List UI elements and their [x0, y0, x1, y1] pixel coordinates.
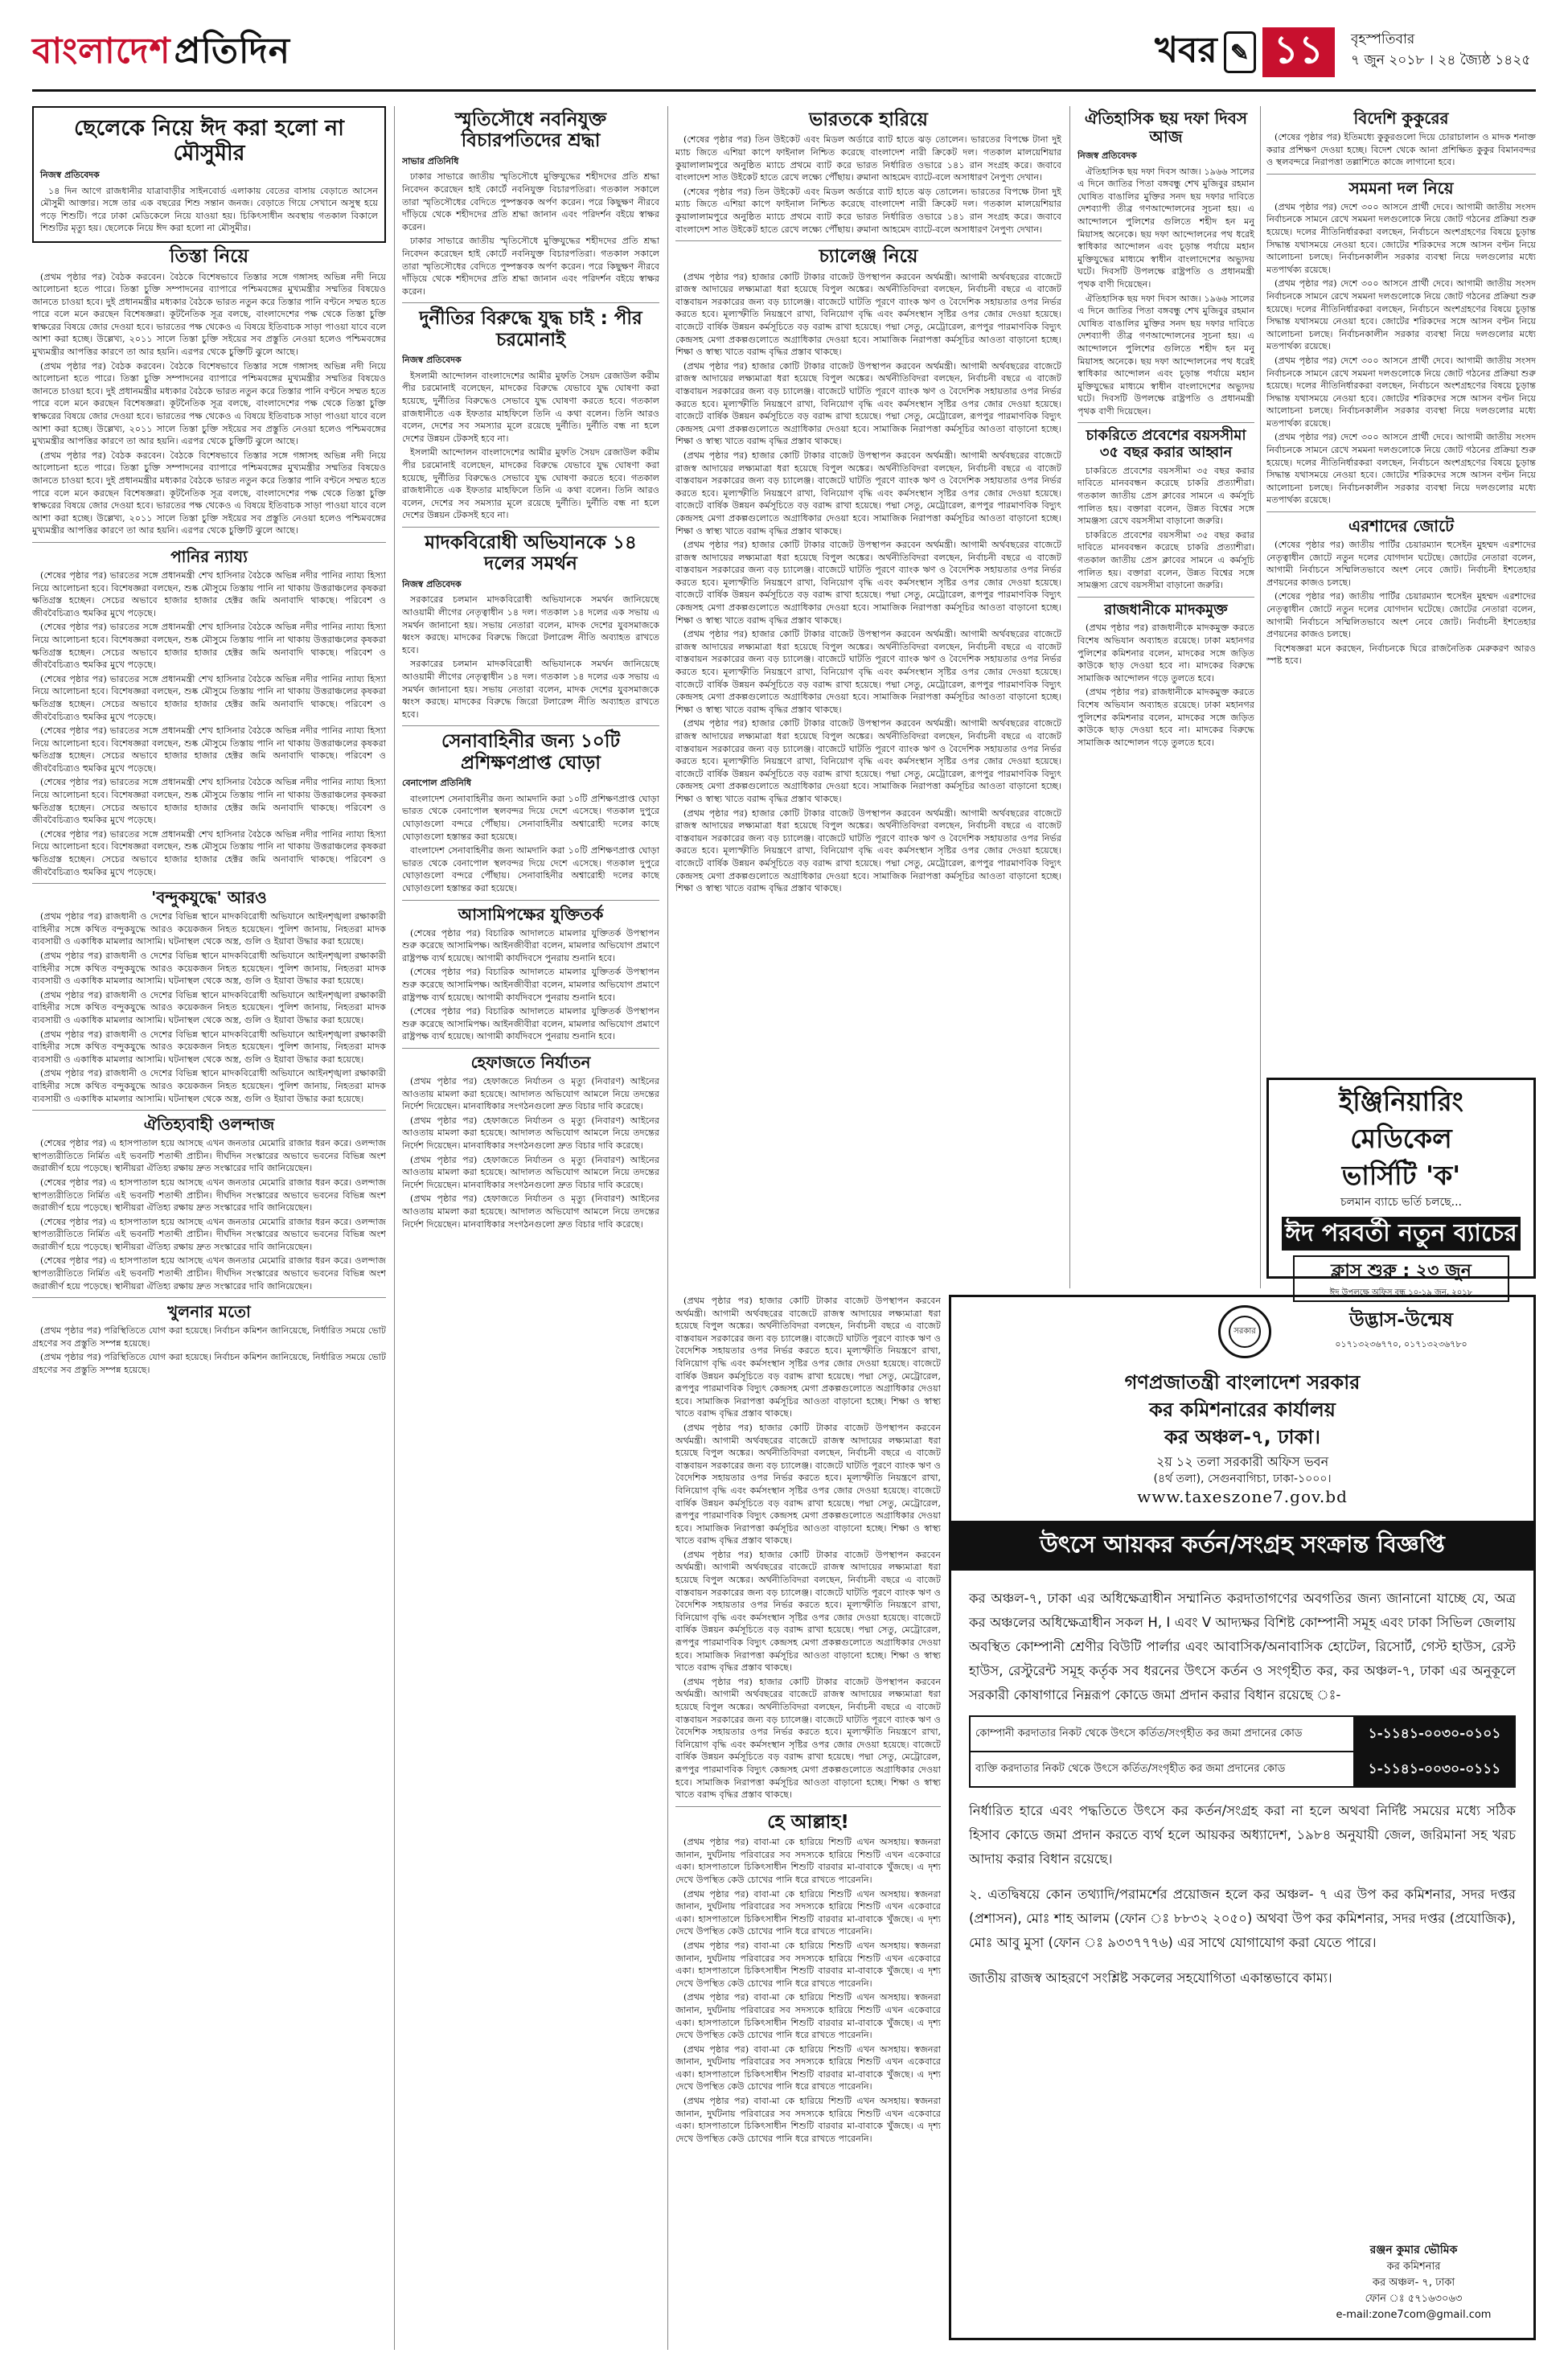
page-number: ১১	[1262, 27, 1335, 77]
headline[interactable]: চাকরিতে প্রবেশের বয়সসীমা ৩৫ বছর করার আহ্বান	[1086, 427, 1246, 462]
byline: নিজস্ব প্রতিবেদক	[40, 170, 100, 181]
headline[interactable]: ভারতকে হারিয়ে	[809, 109, 928, 130]
column-rule	[1260, 106, 1261, 1288]
article-text: ঐতিহাসিক ছয় দফা দিবস আজ। ১৯৬৬ সালের এ দিনে জাতির পিতা বঙ্গবন্ধু শেখ মুজিবুর রহমান ঘোষিত বাঙালির মুক্তির সনদ ছয় দফার দাবিতে দেশব্যাপী তীব্র গণআন্দোলনের সূচনা হয়। এ আন্দোলনে পুলিশের গুলিতে শহীদ হন মনু মিয়াসহ অনেকে। ছয় দফা আন্দোলনের পথ ধরেই স্বাধিকার আন্দোলন এবং চূড়ান্ত পর্যায়ে মহান মুক্তিযুদ্ধের মাধ্যমে স্বাধীন বাংলাদেশের অভ্যুদয় ঘটে। দিবসটি উপলক্ষে রাষ্ট্রপতি ও প্রধানমন্ত্রী পৃথক বাণী দিয়েছেন।	[1077, 293, 1254, 417]
column-rule	[1069, 106, 1070, 1288]
ad-phone: ০১৭১৩২৩৬৭৭০, ০১৭১৩২৩৬৭৮০	[1335, 1339, 1467, 1350]
column-4	[1077, 106, 1254, 1288]
article-text: (প্রথম পৃষ্ঠার পর) দেশে ৩০০ আসনে প্রার্থী দেবে। আগামী জাতীয় সংসদ নির্বাচনকে সামনে রেখে সমমনা দলগুলোকে নিয়ে জোট গঠনের প্রক্রিয়া শুরু হয়েছে। দলের নীতিনির্ধারকরা বলছেন, নির্বাচনে অংশগ্রহণের বিষয়ে চূড়ান্ত সিদ্ধান্ত যথাসময়ে নেওয়া হবে। জোটের শরিকদের সঙ্গে আসন বণ্টন নিয়ে আলোচনা চলছে। নির্বাচনকালীন সরকার ব্যবস্থা নিয়ে দলগুলোর মধ্যে মতপার্থক্য রয়েছে।	[1266, 278, 1536, 352]
article-text: (প্রথম পৃষ্ঠার পর) বাবা-মা কে হারিয়ে শিশুটি এখন অসহায়। স্বজনরা জানান, দুর্ঘটনায় পরিবারের সব সদস্যকে হারিয়ে শিশুটি এখন একেবারে একা। হাসপাতালে চিকিৎসাধীন শিশুটি বারবার মা-বাবাকে খুঁজছে। এ দৃশ্য দেখে উপস্থিত কেউ চোখের পানি ধরে রাখতে পারেননি।	[675, 1837, 941, 1885]
article-text: (প্রথম পৃষ্ঠার পর) বাবা-মা কে হারিয়ে শিশুটি এখন অসহায়। স্বজনরা জানান, দুর্ঘটনায় পরিবারের সব সদস্যকে হারিয়ে শিশুটি এখন একেবারে একা। হাসপাতালে চিকিৎসাধীন শিশুটি বারবার মা-বাবাকে খুঁজছে। এ দৃশ্য দেখে উপস্থিত কেউ চোখের পানি ধরে রাখতে পারেননি।	[675, 1992, 941, 2041]
article-text: (প্রথম পৃষ্ঠার পর) হাজার কোটি টাকার বাজেট উপস্থাপন করবেন অর্থমন্ত্রী। আগামী অর্থবছরের বাজেটে রাজস্ব আদায়ের লক্ষ্যমাত্রা ধরা হয়েছে বিপুল অঙ্কের। অর্থনীতিবিদরা বলছেন, নির্বাচনী বছরে এ বাজেট বাস্তবায়ন সরকারের জন্য বড় চ্যালেঞ্জ। বাজেটে ঘাটতি পূরণে ব্যাংক ঋণ ও বৈদেশিক সহায়তার ওপর নির্ভর করতে হবে। মূল্যস্ফীতি নিয়ন্ত্রণে রাখা, বিনিয়োগ বৃদ্ধি এবং কর্মসংস্থান সৃষ্টির ওপর জোর দেওয়া হয়েছে। বাজেটে বার্ষিক উন্নয়ন কর্মসূচিতে বড় বরাদ্দ রাখা হয়েছে। পদ্মা সেতু, মেট্রোরেল, রূপপুর পারমাণবিক বিদ্যুৎ কেন্দ্রসহ মেগা প্রকল্পগুলোতে অগ্রাধিকার দেওয়া হবে। সামাজিক নিরাপত্তা কর্মসূচির আওতা বাড়ানো হচ্ছে। শিক্ষা ও স্বাস্থ্য খাতে বরাদ্দ বৃদ্ধির প্রস্তাব থাকছে।	[675, 540, 1061, 626]
byline: নিজস্ব প্রতিবেদক	[1077, 150, 1137, 161]
column-1	[32, 106, 386, 2350]
headline[interactable]: তিস্তা নিয়ে	[169, 246, 249, 268]
signatory-email[interactable]: e-mail:zone7com@gmail.com	[1336, 2309, 1492, 2321]
article-text: (শেষের পৃষ্ঠার পর) বিচারিক আদালতে মামলার যুক্তিতর্ক উপস্থাপন শুরু করেছে আসামিপক্ষ। আইনজীবীরা বলেন, মামলার অভিযোগ প্রমাণে রাষ্ট্রপক্ষ ব্যর্থ হয়েছে। আগামী কার্যদিবসে পুনরায় শুনানি হবে।	[402, 1006, 659, 1042]
ad-brand: উদ্ভাস-উন্মেষ	[1349, 1308, 1453, 1332]
article-text: (প্রথম পৃষ্ঠার পর) রাজধানী ও দেশের বিভিন্ন স্থানে মাদকবিরোধী অভিযানে আইনশৃঙ্খলা রক্ষাকারী বাহিনীর সঙ্গে কথিত বন্দুকযুদ্ধে আরও কয়েকজন নিহত হয়েছেন। পুলিশ জানায়, নিহতরা মাদক ব্যবসায়ী ও একাধিক মামলার আসামি। ঘটনাস্থল থেকে অস্ত্র, গুলি ও ইয়াবা উদ্ধার করা হয়েছে।	[32, 1068, 386, 1104]
article-text: (শেষের পৃষ্ঠার পর) ভারতের সঙ্গে প্রধানমন্ত্রী শেখ হাসিনার বৈঠকে অভিন্ন নদীর পানির ন্যায্য হিস্যা নিয়ে আলোচনা হবে। বিশেষজ্ঞরা বলছেন, শুষ্ক মৌসুমে তিস্তায় পানি না থাকায় উত্তরাঞ্চলের কৃষকরা ক্ষতিগ্রস্ত হচ্ছেন। সেচের অভাবে হাজার হাজার হেক্টর জমি অনাবাদি থাকছে। পরিবেশ ও জীববৈচিত্র্যও হুমকির মুখে পড়েছে।	[32, 777, 386, 826]
article-text: চাকরিতে প্রবেশের বয়সসীমা ৩৫ বছর করার দাবিতে মানববন্ধন করেছে চাকরি প্রত্যাশীরা। গতকাল জাতীয় প্রেস ক্লাবের সামনে এ কর্মসূচি পালিত হয়। বক্তারা বলেন, উন্নত বিশ্বের সঙ্গে সামঞ্জস্য রেখে বয়সসীমা বাড়ানো জরুরি।	[1077, 529, 1254, 591]
newspaper-logo[interactable]	[32, 24, 290, 83]
article-text: (প্রথম পৃষ্ঠার পর) বাবা-মা কে হারিয়ে শিশুটি এখন অসহায়। স্বজনরা জানান, দুর্ঘটনায় পরিবারের সব সদস্যকে হারিয়ে শিশুটি এখন একেবারে একা। হাসপাতালে চিকিৎসাধীন শিশুটি বারবার মা-বাবাকে খুঁজছে। এ দৃশ্য দেখে উপস্থিত কেউ চোখের পানি ধরে রাখতে পারেননি।	[675, 1940, 941, 1989]
article-text: ইসলামী আন্দোলন বাংলাদেশের আমীর মুফতি সৈয়দ রেজাউল করীম পীর চরমোনাই বলেছেন, মাদকের বিরুদ্ধে যেভাবে যুদ্ধ ঘোষণা করা হয়েছে, দুর্নীতির বিরুদ্ধেও সেভাবে যুদ্ধ ঘোষণা করতে হবে। গতকাল রাজধানীতে এক ইফতার মাহফিলে তিনি এ কথা বলেন। তিনি আরও বলেন, দেশের সব সমস্যার মূলে রয়েছে দুর্নীতি। দুর্নীতি বন্ধ না হলে দেশের উন্নয়ন টেকসই হবে না।	[402, 370, 659, 444]
signatory-title: কর কমিশনার	[1386, 2261, 1441, 2273]
tax-notice-advertisement[interactable]	[949, 1295, 1536, 2340]
article-text: (প্রথম পৃষ্ঠার পর) বাবা-মা কে হারিয়ে শিশুটি এখন অসহায়। স্বজনরা জানান, দুর্ঘটনায় পরিবারের সব সদস্যকে হারিয়ে শিশুটি এখন একেবারে একা। হাসপাতালে চিকিৎসাধীন শিশুটি বারবার মা-বাবাকে খুঁজছে। এ দৃশ্য দেখে উপস্থিত কেউ চোখের পানি ধরে রাখতে পারেননি।	[675, 2096, 941, 2144]
divider	[675, 240, 1061, 241]
divider	[402, 527, 659, 528]
table-row	[970, 1752, 1515, 1787]
headline[interactable]: মাদকবিরোধী অভিযানকে ১৪ দলের সমর্থন	[425, 532, 637, 575]
article-text: (শেষের পৃষ্ঠার পর) ভারতের সঙ্গে প্রধানমন্ত্রী শেখ হাসিনার বৈঠকে অভিন্ন নদীর পানির ন্যায্য হিস্যা নিয়ে আলোচনা হবে। বিশেষজ্ঞরা বলছেন, শুষ্ক মৌসুমে তিস্তায় পানি না থাকায় উত্তরাঞ্চলের কৃষকরা ক্ষতিগ্রস্ত হচ্ছেন। সেচের অভাবে হাজার হাজার হেক্টর জমি অনাবাদি থাকছে। পরিবেশ ও জীববৈচিত্র্যও হুমকির মুখে পড়েছে।	[32, 725, 386, 774]
article-text: (প্রথম পৃষ্ঠার পর) রাজধানী ও দেশের বিভিন্ন স্থানে মাদকবিরোধী অভিযানে আইনশৃঙ্খলা রক্ষাকারী বাহিনীর সঙ্গে কথিত বন্দুকযুদ্ধে আরও কয়েকজন নিহত হয়েছেন। পুলিশ জানায়, নিহতরা মাদক ব্যবসায়ী ও একাধিক মামলার আসামি। ঘটনাস্থল থেকে অস্ত্র, গুলি ও ইয়াবা উদ্ধার করা হয়েছে।	[32, 951, 386, 987]
article-text: ১৪ দিন আগে রাজধানীর যাত্রাবাড়ীর সাইনবোর্ড এলাকায় বেতের বাসায় বেড়াতে আসেন মৌসুমী আক্তার। সঙ্গে তার এক বছরের শিশু সন্তান জনজ। বেড়াতে গিয়ে সেখানে অসুস্থ হয়ে পড়ে শিশুটি। পরে ঢাকা মেডিকেলে নিয়ে যাওয়া হয়। চিকিৎসাধীন অবস্থায় গতকাল বিকালে শিশুটির মৃত্যু হয়। ছেলেকে নিয়ে ঈদ করা হলো না মৌসুমীর।	[40, 185, 378, 234]
article-text: (প্রথম পৃষ্ঠার পর) হেফাজতে নির্যাতন ও মৃত্যু (নিবারণ) আইনের আওতায় মামলা করা হয়েছে। আদালত অভিযোগ আমলে নিয়ে তদন্তের নির্দেশ দিয়েছেন। মানবাধিকার সংগঠনগুলো দ্রুত বিচার দাবি করেছে।	[402, 1193, 659, 1230]
headline[interactable]: স্মৃতিসৌধে নবনিযুক্ত বিচারপতিদের শ্রদ্ধা	[454, 109, 607, 152]
section-header	[1155, 27, 1335, 77]
article-text: বাংলাদেশ সেনাবাহিনীর জন্য আমদানি করা ১০টি প্রশিক্ষণপ্রাপ্ত ঘোড়া ভারত থেকে বেনাপোল স্থলবন্দর দিয়ে দেশে এসেছে। গতকাল দুপুরে ঘোড়াগুলো বন্দরে পৌঁছায়। সেনাবাহিনীর অশ্বারোহী দলের কাছে ঘোড়াগুলো হস্তান্তর করা হয়েছে।	[402, 793, 659, 842]
article-text: (শেষের পৃষ্ঠার পর) ভারতের সঙ্গে প্রধানমন্ত্রী শেখ হাসিনার বৈঠকে অভিন্ন নদীর পানির ন্যায্য হিস্যা নিয়ে আলোচনা হবে। বিশেষজ্ঞরা বলছেন, শুষ্ক মৌসুমে তিস্তায় পানি না থাকায় উত্তরাঞ্চলের কৃষকরা ক্ষতিগ্রস্ত হচ্ছেন। সেচের অভাবে হাজার হাজার হেক্টর জমি অনাবাদি থাকছে। পরিবেশ ও জীববৈচিত্র্যও হুমকির মুখে পড়েছে।	[32, 569, 386, 618]
divider	[402, 302, 659, 303]
article-text: (প্রথম পৃষ্ঠার পর) হেফাজতে নির্যাতন ও মৃত্যু (নিবারণ) আইনের আওতায় মামলা করা হয়েছে। আদালত অভিযোগ আমলে নিয়ে তদন্তের নির্দেশ দিয়েছেন। মানবাধিকার সংগঠনগুলো দ্রুত বিচার দাবি করেছে।	[402, 1115, 659, 1151]
headline[interactable]: খুলনার মতো	[167, 1302, 251, 1322]
article-text: (প্রথম পৃষ্ঠার পর) রাজধানী ও দেশের বিভিন্ন স্থানে মাদকবিরোধী অভিযানে আইনশৃঙ্খলা রক্ষাকারী বাহিনীর সঙ্গে কথিত বন্দুকযুদ্ধে আরও কয়েকজন নিহত হয়েছেন। পুলিশ জানায়, নিহতরা মাদক ব্যবসায়ী ও একাধিক মামলার আসামি। ঘটনাস্থল থেকে অস্ত্র, গুলি ও ইয়াবা উদ্ধার করা হয়েছে।	[32, 989, 386, 1025]
byline: বেনাপোল প্রতিনিধি	[402, 778, 472, 789]
divider	[32, 1110, 386, 1111]
headline[interactable]: সেনাবাহিনীর জন্য ১০টি প্রশিক্ষণপ্রাপ্ত ঘোড়া	[441, 731, 620, 774]
headline[interactable]: ঐতিহ্যবাহী ওলন্দাজ	[143, 1115, 275, 1135]
signatory-phone: ফোন ঃ ৫৭১৬৩০৬৩	[1365, 2293, 1463, 2305]
article-text: (প্রথম পৃষ্ঠার পর) হাজার কোটি টাকার বাজেট উপস্থাপন করবেন অর্থমন্ত্রী। আগামী অর্থবছরের বাজেটে রাজস্ব আদায়ের লক্ষ্যমাত্রা ধরা হয়েছে বিপুল অঙ্কের। অর্থনীতিবিদরা বলছেন, নির্বাচনী বছরে এ বাজেট বাস্তবায়ন সরকারের জন্য বড় চ্যালেঞ্জ। বাজেটে ঘাটতি পূরণে ব্যাংক ঋণ ও বৈদেশিক সহায়তার ওপর নির্ভর করতে হবে। মূল্যস্ফীতি নিয়ন্ত্রণে রাখা, বিনিয়োগ বৃদ্ধি এবং কর্মসংস্থান সৃষ্টির ওপর জোর দেওয়া হয়েছে। বাজেটে বার্ষিক উন্নয়ন কর্মসূচিতে বড় বরাদ্দ রাখা হয়েছে। পদ্মা সেতু, মেট্রোরেল, রূপপুর পারমাণবিক বিদ্যুৎ কেন্দ্রসহ মেগা প্রকল্পগুলোতে অগ্রাধিকার দেওয়া হবে। সামাজিক নিরাপত্তা কর্মসূচির আওতা বাড়ানো হচ্ছে। শিক্ষা ও স্বাস্থ্য খাতে বরাদ্দ বৃদ্ধির প্রস্তাব থাকছে।	[675, 1296, 941, 1419]
tax-notice-banner: উৎসে আয়কর কর্তন/সংগ্রহ সংক্রান্ত বিজ্ঞপ্তি	[951, 1521, 1533, 1571]
article-text: ঢাকার সাভারে জাতীয় স্মৃতিসৌধে মুক্তিযুদ্ধের শহীদদের প্রতি শ্রদ্ধা নিবেদন করেছেন হাই কোর্টে নবনিযুক্ত বিচারপতিরা। গতকাল সকালে তারা স্মৃতিসৌধের বেদিতে পুষ্পস্তবক অর্পণ করেন। পরে কিছুক্ষণ নীরবে দাঁড়িয়ে থেকে শহীদদের প্রতি শ্রদ্ধা জানান এবং পরিদর্শন বইয়ে স্বাক্ষর করেন।	[402, 236, 659, 297]
tax-website-link[interactable]: www.taxeszone7.gov.bd	[1137, 1487, 1348, 1506]
headline[interactable]: হে আল্লাহ!	[767, 1811, 849, 1833]
article-text: (শেষের পৃষ্ঠার পর) ভারতের সঙ্গে প্রধানমন্ত্রী শেখ হাসিনার বৈঠকে অভিন্ন নদীর পানির ন্যায্য হিস্যা নিয়ে আলোচনা হবে। বিশেষজ্ঞরা বলছেন, শুষ্ক মৌসুমে তিস্তায় পানি না থাকায় উত্তরাঞ্চলের কৃষকরা ক্ষতিগ্রস্ত হচ্ছেন। সেচের অভাবে হাজার হাজার হেক্টর জমি অনাবাদি থাকছে। পরিবেশ ও জীববৈচিত্র্যও হুমকির মুখে পড়েছে।	[32, 828, 386, 877]
brand-part-1: বাংলাদেশ	[32, 31, 171, 72]
article-text: (প্রথম পৃষ্ঠার পর) পরিস্থিতিতে যোগ করা হয়েছে। নির্বাচন কমিশন জানিয়েছে, নির্ধারিত সময়ে ভোট গ্রহণের সব প্রস্তুতি সম্পন্ন হয়েছে।	[32, 1325, 386, 1349]
article-text: (শেষের পৃষ্ঠার পর) ইতিমধ্যে কুকুরগুলো দিয়ে চোরাচালান ও মাদক শনাক্ত করার প্রশিক্ষণ দেওয়া হচ্ছে। বিদেশ থেকে আনা প্রশিক্ষিত কুকুর বিমানবন্দর ও স্থলবন্দরে নিরাপত্তা তল্লাশিতে কাজে লাগানো হবে।	[1266, 132, 1536, 168]
headline[interactable]: চ্যালেঞ্জ নিয়ে	[819, 246, 918, 268]
article-text: ইসলামী আন্দোলন বাংলাদেশের আমীর মুফতি সৈয়দ রেজাউল করীম পীর চরমোনাই বলেছেন, মাদকের বিরুদ্ধে যেভাবে যুদ্ধ ঘোষণা করা হয়েছে, দুর্নীতির বিরুদ্ধেও সেভাবে যুদ্ধ ঘোষণা করতে হবে। গতকাল রাজধানীতে এক ইফতার মাহফিলে তিনি এ কথা বলেন। তিনি আরও বলেন, দেশের সব সমস্যার মূলে রয়েছে দুর্নীতি। দুর্নীতি বন্ধ না হলে দেশের উন্নয়ন টেকসই হবে না।	[402, 447, 659, 521]
article-box	[32, 106, 386, 243]
column-5	[1266, 106, 1536, 1071]
article-text: সরকারের চলমান মাদকবিরোধী অভিযানকে সমর্থন জানিয়েছে আওয়ামী লীগের নেতৃত্বাধীন ১৪ দল। গতকাল ১৪ দলের এক সভায় এ সমর্থন জানানো হয়। সভায় নেতারা বলেন, মাদক দেশের যুবসমাজকে ধ্বংস করছে। মাদকের বিরুদ্ধে জিরো টলারেন্স নীতি অব্যাহত রাখতে হবে।	[402, 594, 659, 655]
ad-class-start-text: ক্লাস শুরু : ২৩ জুন	[1331, 1261, 1472, 1282]
divider	[402, 900, 659, 901]
tax-notice-body	[969, 1587, 1516, 1990]
column-2	[402, 106, 659, 2350]
divider	[402, 1048, 659, 1049]
day-label: বৃহস্পতিবার	[1351, 31, 1415, 47]
code-value: ১-১১৪১-০০৩০-০১০১	[1354, 1716, 1515, 1752]
article-text: (প্রথম পৃষ্ঠার পর) দেশে ৩০০ আসনে প্রার্থী দেবে। আগামী জাতীয় সংসদ নির্বাচনকে সামনে রেখে সমমনা দলগুলোকে নিয়ে জোট গঠনের প্রক্রিয়া শুরু হয়েছে। দলের নীতিনির্ধারকরা বলছেন, নির্বাচনে অংশগ্রহণের বিষয়ে চূড়ান্ত সিদ্ধান্ত যথাসময়ে নেওয়া হবে। জোটের শরিকদের সঙ্গে আসন বণ্টন নিয়ে আলোচনা চলছে। নির্বাচনকালীন সরকার ব্যবস্থা নিয়ে দলগুলোর মধ্যে মতপার্থক্য রয়েছে।	[1266, 355, 1536, 429]
article-text: (প্রথম পৃষ্ঠার পর) রাজধানী ও দেশের বিভিন্ন স্থানে মাদকবিরোধী অভিযানে আইনশৃঙ্খলা রক্ষাকারী বাহিনীর সঙ্গে কথিত বন্দুকযুদ্ধে আরও কয়েকজন নিহত হয়েছেন। পুলিশ জানায়, নিহতরা মাদক ব্যবসায়ী ও একাধিক মামলার আসামি। ঘটনাস্থল থেকে অস্ত্র, গুলি ও ইয়াবা উদ্ধার করা হয়েছে।	[32, 1029, 386, 1065]
article-text: (প্রথম পৃষ্ঠার পর) হেফাজতে নির্যাতন ও মৃত্যু (নিবারণ) আইনের আওতায় মামলা করা হয়েছে। আদালত অভিযোগ আমলে নিয়ে তদন্তের নির্দেশ দিয়েছেন। মানবাধিকার সংগঠনগুলো দ্রুত বিচার দাবি করেছে।	[402, 1154, 659, 1190]
tax-gov-title: গণপ্রজাতন্ত্রী বাংলাদেশ সরকার	[1124, 1371, 1361, 1394]
article-text: (প্রথম পৃষ্ঠার পর) হাজার কোটি টাকার বাজেট উপস্থাপন করবেন অর্থমন্ত্রী। আগামী অর্থবছরের বাজেটে রাজস্ব আদায়ের লক্ষ্যমাত্রা ধরা হয়েছে বিপুল অঙ্কের। অর্থনীতিবিদরা বলছেন, নির্বাচনী বছরে এ বাজেট বাস্তবায়ন সরকারের জন্য বড় চ্যালেঞ্জ। বাজেটে ঘাটতি পূরণে ব্যাংক ঋণ ও বৈদেশিক সহায়তার ওপর নির্ভর করতে হবে। মূল্যস্ফীতি নিয়ন্ত্রণে রাখা, বিনিয়োগ বৃদ্ধি এবং কর্মসংস্থান সৃষ্টির ওপর জোর দেওয়া হয়েছে। বাজেটে বার্ষিক উন্নয়ন কর্মসূচিতে বড় বরাদ্দ রাখা হয়েছে। পদ্মা সেতু, মেট্রোরেল, রূপপুর পারমাণবিক বিদ্যুৎ কেন্দ্রসহ মেগা প্রকল্পগুলোতে অগ্রাধিকার দেওয়া হবে। সামাজিক নিরাপত্তা কর্মসূচির আওতা বাড়ানো হচ্ছে। শিক্ষা ও স্বাস্থ্য খাতে বরাদ্দ বৃদ্ধির প্রস্তাব থাকছে।	[675, 1422, 941, 1546]
seal-text: সরকার	[1233, 1326, 1256, 1336]
article-text: (প্রথম পৃষ্ঠার পর) হাজার কোটি টাকার বাজেট উপস্থাপন করবেন অর্থমন্ত্রী। আগামী অর্থবছরের বাজেটে রাজস্ব আদায়ের লক্ষ্যমাত্রা ধরা হয়েছে বিপুল অঙ্কের। অর্থনীতিবিদরা বলছেন, নির্বাচনী বছরে এ বাজেট বাস্তবায়ন সরকারের জন্য বড় চ্যালেঞ্জ। বাজেটে ঘাটতি পূরণে ব্যাংক ঋণ ও বৈদেশিক সহায়তার ওপর নির্ভর করতে হবে। মূল্যস্ফীতি নিয়ন্ত্রণে রাখা, বিনিয়োগ বৃদ্ধি এবং কর্মসংস্থান সৃষ্টির ওপর জোর দেওয়া হয়েছে। বাজেটে বার্ষিক উন্নয়ন কর্মসূচিতে বড় বরাদ্দ রাখা হয়েছে। পদ্মা সেতু, মেট্রোরেল, রূপপুর পারমাণবিক বিদ্যুৎ কেন্দ্রসহ মেগা প্রকল্পগুলোতে অগ্রাধিকার দেওয়া হবে। সামাজিক নিরাপত্তা কর্মসূচির আওতা বাড়ানো হচ্ছে। শিক্ষা ও স্বাস্থ্য খাতে বরাদ্দ বৃদ্ধির প্রস্তাব থাকছে।	[675, 629, 1061, 715]
article-text: (শেষের পৃষ্ঠার পর) বিচারিক আদালতে মামলার যুক্তিতর্ক উপস্থাপন শুরু করেছে আসামিপক্ষ। আইনজীবীরা বলেন, মামলার অভিযোগ প্রমাণে রাষ্ট্রপক্ষ ব্যর্থ হয়েছে। আগামী কার্যদিবসে পুনরায় শুনানি হবে।	[402, 967, 659, 1003]
signatory-name: রঞ্জন কুমার ভৌমিক	[1369, 2244, 1458, 2257]
government-seal-icon	[1218, 1305, 1271, 1358]
article-text: (প্রথম পৃষ্ঠার পর) রাজধানী ও দেশের বিভিন্ন স্থানে মাদকবিরোধী অভিযানে আইনশৃঙ্খলা রক্ষাকারী বাহিনীর সঙ্গে কথিত বন্দুকযুদ্ধে আরও কয়েকজন নিহত হয়েছেন। পুলিশ জানায়, নিহতরা মাদক ব্যবসায়ী ও একাধিক মামলার আসামি। ঘটনাস্থল থেকে অস্ত্র, গুলি ও ইয়াবা উদ্ধার করা হয়েছে।	[32, 911, 386, 947]
table-row	[970, 1716, 1515, 1752]
article-text: (শেষের পৃষ্ঠার পর) ভারতের সঙ্গে প্রধানমন্ত্রী শেখ হাসিনার বৈঠকে অভিন্ন নদীর পানির ন্যায্য হিস্যা নিয়ে আলোচনা হবে। বিশেষজ্ঞরা বলছেন, শুষ্ক মৌসুমে তিস্তায় পানি না থাকায় উত্তরাঞ্চলের কৃষকরা ক্ষতিগ্রস্ত হচ্ছেন। সেচের অভাবে হাজার হাজার হেক্টর জমি অনাবাদি থাকছে। পরিবেশ ও জীববৈচিত্র্যও হুমকির মুখে পড়েছে।	[32, 673, 386, 722]
article-text: (শেষের পৃষ্ঠার পর) তিন উইকেট এবং মিডল অর্ডারে ব্যাট হাতে ঝড় তোলেন। ভারতের বিপক্ষে টানা দুই ম্যাচ জিতে এশিয়া কাপে ফাইনাল নিশ্চিত করেছে বাংলাদেশ নারী ক্রিকেট দল। গতকাল মালয়েশিয়ার কুয়ালালামপুরে অনুষ্ঠিত ম্যাচে প্রথমে ব্যাট করে ভারত নির্ধারিত ওভারে ১৪১ রান সংগ্রহ করে। জবাবে বাংলাদেশ সাত উইকেট হাতে রেখে লক্ষ্যে পৌঁছায়। রুমানা আহমেদ ব্যাটে-বলে অসাধারণ নৈপুণ্য দেখান।	[675, 134, 1061, 183]
headline[interactable]: বিদেশি কুকুরের	[1353, 109, 1449, 128]
tax-address-line-1: ২য় ১২ তলা সরকারী অফিস ভবন	[1155, 1454, 1329, 1469]
byline: নিজস্ব প্রতিবেদক	[402, 578, 462, 589]
divider	[32, 1297, 386, 1298]
article-text: (প্রথম পৃষ্ঠার পর) বৈঠক করবেন। বৈঠকে বিশেষভাবে তিস্তার সঙ্গে গঙ্গাসহ অভিন্ন নদী নিয়ে আলোচনা হতে পারে। তিস্তা চুক্তি সম্পাদনের ব্যাপারে পশ্চিমবঙ্গের মুখ্যমন্ত্রীর সম্মতির বিষয়েও জানতে চাওয়া হবে। দুই প্রধানমন্ত্রীর মধ্যকার বৈঠকে ভারত নতুন করে তিস্তার পানি বণ্টনে সম্মত হতে পারে বলে মনে করছেন বিশেষজ্ঞরা। কূটনৈতিক সূত্র বলছে, বাংলাদেশের পক্ষ থেকে তিস্তা চুক্তি স্বাক্ষরের বিষয়ে জোর দেওয়া হবে। ভারতের পক্ষ থেকেও এ বিষয়ে ইতিবাচক সাড়া পাওয়া যাবে বলে আশা করা হচ্ছে। উল্লেখ্য, ২০১১ সালে তিস্তা চুক্তি সইয়ের সব প্রস্তুতি নেওয়া হলেও পশ্চিমবঙ্গের মুখ্যমন্ত্রীর আপত্তির কারণে তা আর হয়নি। এরপর থেকে চুক্তিটি ঝুলে আছে।	[32, 360, 386, 447]
tax-code-table	[969, 1715, 1516, 1788]
article-text: (শেষের পৃষ্ঠার পর) জাতীয় পার্টির চেয়ারম্যান হুসেইন মুহম্মদ এরশাদের নেতৃত্বাধীন জোটে নতুন দলের যোগদান ঘটেছে। জোটের নেতারা বলেন, আগামী নির্বাচনে সম্মিলিতভাবে অংশ নেবে জোট। নির্বাচনী ইশতেহার প্রণয়নের কাজও চলছে।	[1266, 540, 1536, 588]
divider	[675, 1806, 941, 1807]
article-text: বাংলাদেশ সেনাবাহিনীর জন্য আমদানি করা ১০টি প্রশিক্ষণপ্রাপ্ত ঘোড়া ভারত থেকে বেনাপোল স্থলবন্দর দিয়ে দেশে এসেছে। গতকাল দুপুরে ঘোড়াগুলো বন্দরে পৌঁছায়। সেনাবাহিনীর অশ্বারোহী দলের কাছে ঘোড়াগুলো হস্তান্তর করা হয়েছে।	[402, 845, 659, 894]
ad-note: চলমান ব্যাচে ভর্তি চলছে...	[1340, 1195, 1462, 1209]
tax-office-title: কর কমিশনারের কার্যালয়	[1149, 1399, 1336, 1421]
code-label: কোম্পানী করদাতার নিকট থেকে উৎসে কর্তিত/সংগৃহীত কর জমা প্রদানের কোড	[970, 1716, 1354, 1752]
headline[interactable]: রাজধানীকে মাদকমুক্ত	[1104, 601, 1228, 618]
tax-paragraph-1: কর অঞ্চল-৭, ঢাকা এর অধিক্ষেত্রাধীন সম্মানিত করদাতাগণের অবগতির জন্য জানানো যাচ্ছে যে, অত্র কর অঞ্চলের অধিক্ষেত্রাধীন সকল H, I এবং V আদ্যক্ষর বিশিষ্ট কোম্পানী সমূহ এবং ঢাকা সিভিল জেলায় অবস্থিত কোম্পানী শ্রেণীর বিউটি পার্লার এবং আবাসিক/অনাবাসিক হোটেল, রিসোর্ট, গেস্ট হাউস, রেস্ট হাউস, রেস্টুরেন্ট সমূহ কর্তৃক সব ধরনের উৎসে কর্তন ও সংগৃহীত কর, কর অঞ্চল-৭, ঢাকা এর অনুকূলে সরকারী কোষাগারে নিম্নরূপ কোডে জমা প্রদান করার বিধান রয়েছে ঃ-	[969, 1591, 1516, 1702]
divider	[1077, 597, 1254, 598]
ad-banner: ঈদ পরবর্তী নতুন ব্যাচের	[1282, 1217, 1521, 1251]
divider	[32, 542, 386, 543]
article-text: (প্রথম পৃষ্ঠার পর) হাজার কোটি টাকার বাজেট উপস্থাপন করবেন অর্থমন্ত্রী। আগামী অর্থবছরের বাজেটে রাজস্ব আদায়ের লক্ষ্যমাত্রা ধরা হয়েছে বিপুল অঙ্কের। অর্থনীতিবিদরা বলছেন, নির্বাচনী বছরে এ বাজেট বাস্তবায়ন সরকারের জন্য বড় চ্যালেঞ্জ। বাজেটে ঘাটতি পূরণে ব্যাংক ঋণ ও বৈদেশিক সহায়তার ওপর নির্ভর করতে হবে। মূল্যস্ফীতি নিয়ন্ত্রণে রাখা, বিনিয়োগ বৃদ্ধি এবং কর্মসংস্থান সৃষ্টির ওপর জোর দেওয়া হয়েছে। বাজেটে বার্ষিক উন্নয়ন কর্মসূচিতে বড় বরাদ্দ রাখা হয়েছে। পদ্মা সেতু, মেট্রোরেল, রূপপুর পারমাণবিক বিদ্যুৎ কেন্দ্রসহ মেগা প্রকল্পগুলোতে অগ্রাধিকার দেওয়া হবে। সামাজিক নিরাপত্তা কর্মসূচির আওতা বাড়ানো হচ্ছে। শিক্ষা ও স্বাস্থ্য খাতে বরাদ্দ বৃদ্ধির প্রস্তাব থাকছে।	[675, 360, 1061, 447]
article-text: (শেষের পৃষ্ঠার পর) বিচারিক আদালতে মামলার যুক্তিতর্ক উপস্থাপন শুরু করেছে আসামিপক্ষ। আইনজীবীরা বলেন, মামলার অভিযোগ প্রমাণে রাষ্ট্রপক্ষ ব্যর্থ হয়েছে। আগামী কার্যদিবসে পুনরায় শুনানি হবে।	[402, 927, 659, 963]
brand-part-2: প্রতিদিন	[174, 31, 290, 72]
article-text: (প্রথম পৃষ্ঠার পর) হেফাজতে নির্যাতন ও মৃত্যু (নিবারণ) আইনের আওতায় মামলা করা হয়েছে। আদালত অভিযোগ আমলে নিয়ে তদন্তের নির্দেশ দিয়েছেন। মানবাধিকার সংগঠনগুলো দ্রুত বিচার দাবি করেছে।	[402, 1075, 659, 1112]
headline[interactable]: 'বন্দুকযুদ্ধে' আরও	[151, 888, 267, 908]
divider	[402, 725, 659, 726]
column-3-lower	[675, 1295, 941, 2350]
article-text: (প্রথম পৃষ্ঠার পর) হাজার কোটি টাকার বাজেট উপস্থাপন করবেন অর্থমন্ত্রী। আগামী অর্থবছরের বাজেটে রাজস্ব আদায়ের লক্ষ্যমাত্রা ধরা হয়েছে বিপুল অঙ্কের। অর্থনীতিবিদরা বলছেন, নির্বাচনী বছরে এ বাজেট বাস্তবায়ন সরকারের জন্য বড় চ্যালেঞ্জ। বাজেটে ঘাটতি পূরণে ব্যাংক ঋণ ও বৈদেশিক সহায়তার ওপর নির্ভর করতে হবে। মূল্যস্ফীতি নিয়ন্ত্রণে রাখা, বিনিয়োগ বৃদ্ধি এবং কর্মসংস্থান সৃষ্টির ওপর জোর দেওয়া হয়েছে। বাজেটে বার্ষিক উন্নয়ন কর্মসূচিতে বড় বরাদ্দ রাখা হয়েছে। পদ্মা সেতু, মেট্রোরেল, রূপপুর পারমাণবিক বিদ্যুৎ কেন্দ্রসহ মেগা প্রকল্পগুলোতে অগ্রাধিকার দেওয়া হবে। সামাজিক নিরাপত্তা কর্মসূচির আওতা বাড়ানো হচ্ছে। শিক্ষা ও স্বাস্থ্য খাতে বরাদ্দ বৃদ্ধির প্রস্তাব থাকছে।	[675, 807, 1061, 894]
headline[interactable]: সমমনা দল নিয়ে	[1348, 178, 1454, 198]
article-text: (প্রথম পৃষ্ঠার পর) পরিস্থিতিতে যোগ করা হয়েছে। নির্বাচন কমিশন জানিয়েছে, নির্ধারিত সময়ে ভোট গ্রহণের সব প্রস্তুতি সম্পন্ন হয়েছে।	[32, 1352, 386, 1376]
headline[interactable]: আসামিপক্ষের যুক্তিতর্ক	[458, 904, 604, 924]
article-text: সরকারের চলমান মাদকবিরোধী অভিযানকে সমর্থন জানিয়েছে আওয়ামী লীগের নেতৃত্বাধীন ১৪ দল। গতকাল ১৪ দলের এক সভায় এ সমর্থন জানানো হয়। সভায় নেতারা বলেন, মাদক দেশের যুবসমাজকে ধ্বংস করছে। মাদকের বিরুদ্ধে জিরো টলারেন্স নীতি অব্যাহত রাখতে হবে।	[402, 659, 659, 720]
tax-paragraph-2: নির্ধারিত হারে এবং পদ্ধতিতে উৎসে কর কর্তন/সংগ্রহ করা না হলে অথবা নির্দিষ্ট সময়ের মধ্যে সঠিক হিসাব কোডে জমা প্রদান করতে ব্যর্থ হলে আয়কর অধ্যাদেশ, ১৯৮৪ অনুযায়ী জেল, জরিমানা সহ খরচ আদায় করার বিধান রয়েছে।	[969, 1803, 1516, 1867]
article-text: বিশেষজ্ঞরা মনে করছেন, নির্বাচনকে ঘিরে রাজনৈতিক মেরুকরণ আরও স্পষ্ট হবে।	[1266, 643, 1536, 667]
coaching-advertisement[interactable]	[1266, 1078, 1536, 1350]
article-text: (প্রথম পৃষ্ঠার পর) রাজধানীকে মাদকমুক্ত করতে বিশেষ অভিযান অব্যাহত রয়েছে। ঢাকা মহানগর পুলিশের কমিশনার বলেন, মাদকের সঙ্গে জড়িত কাউকে ছাড় দেওয়া হবে না। মাদকের বিরুদ্ধে সামাজিক আন্দোলন গড়ে তুলতে হবে।	[1077, 687, 1254, 748]
article-text: (প্রথম পৃষ্ঠার পর) হাজার কোটি টাকার বাজেট উপস্থাপন করবেন অর্থমন্ত্রী। আগামী অর্থবছরের বাজেটে রাজস্ব আদায়ের লক্ষ্যমাত্রা ধরা হয়েছে বিপুল অঙ্কের। অর্থনীতিবিদরা বলছেন, নির্বাচনী বছরে এ বাজেট বাস্তবায়ন সরকারের জন্য বড় চ্যালেঞ্জ। বাজেটে ঘাটতি পূরণে ব্যাংক ঋণ ও বৈদেশিক সহায়তার ওপর নির্ভর করতে হবে। মূল্যস্ফীতি নিয়ন্ত্রণে রাখা, বিনিয়োগ বৃদ্ধি এবং কর্মসংস্থান সৃষ্টির ওপর জোর দেওয়া হয়েছে। বাজেটে বার্ষিক উন্নয়ন কর্মসূচিতে বড় বরাদ্দ রাখা হয়েছে। পদ্মা সেতু, মেট্রোরেল, রূপপুর পারমাণবিক বিদ্যুৎ কেন্দ্রসহ মেগা প্রকল্পগুলোতে অগ্রাধিকার দেওয়া হবে। সামাজিক নিরাপত্তা কর্মসূচির আওতা বাড়ানো হচ্ছে। শিক্ষা ও স্বাস্থ্য খাতে বরাদ্দ বৃদ্ধির প্রস্তাব থাকছে।	[675, 718, 1061, 804]
article-text: ঐতিহাসিক ছয় দফা দিবস আজ। ১৯৬৬ সালের এ দিনে জাতির পিতা বঙ্গবন্ধু শেখ মুজিবুর রহমান ঘোষিত বাঙালির মুক্তির সনদ ছয় দফার দাবিতে দেশব্যাপী তীব্র গণআন্দোলনের সূচনা হয়। এ আন্দোলনে পুলিশের গুলিতে শহীদ হন মনু মিয়াসহ অনেকে। ছয় দফা আন্দোলনের পথ ধরেই স্বাধিকার আন্দোলন এবং চূড়ান্ত পর্যায়ে মহান মুক্তিযুদ্ধের মাধ্যমে স্বাধীন বাংলাদেশের অভ্যুদয় ঘটে। দিবসটি উপলক্ষে রাষ্ট্রপতি ও প্রধানমন্ত্রী পৃথক বাণী দিয়েছেন।	[1077, 166, 1254, 290]
headline[interactable]: এরশাদের জোটে	[1348, 516, 1455, 536]
signatory-zone: কর অঞ্চল- ৭, ঢাকা	[1372, 2277, 1455, 2289]
divider	[1266, 174, 1536, 175]
column-3	[675, 106, 1061, 1288]
article-text: (শেষের পৃষ্ঠার পর) এ হাসপাতাল হয়ে আসছে এখন জনতার মেমোরি রাজার ধরন করে। ওলন্দাজ স্থাপত্যরীতিতে নির্মিত এই ভবনটি শতাব্দী প্রাচীন। দীর্ঘদিন সংস্কারের অভাবে ভবনের বিভিন্ন অংশ জরাজীর্ণ হয়ে পড়েছে। স্থানীয়রা ঐতিহ্য রক্ষায় দ্রুত সংস্কারের দাবি জানিয়েছেন।	[32, 1255, 386, 1292]
article-text: (শেষের পৃষ্ঠার পর) এ হাসপাতাল হয়ে আসছে এখন জনতার মেমোরি রাজার ধরন করে। ওলন্দাজ স্থাপত্যরীতিতে নির্মিত এই ভবনটি শতাব্দী প্রাচীন। দীর্ঘদিন সংস্কারের অভাবে ভবনের বিভিন্ন অংশ জরাজীর্ণ হয়ে পড়েছে। স্থানীয়রা ঐতিহ্য রক্ষায় দ্রুত সংস্কারের দাবি জানিয়েছেন।	[32, 1216, 386, 1252]
section-icon: ✎	[1224, 31, 1256, 73]
article-text: ঢাকার সাভারে জাতীয় স্মৃতিসৌধে মুক্তিযুদ্ধের শহীদদের প্রতি শ্রদ্ধা নিবেদন করেছেন হাই কোর্টে নবনিযুক্ত বিচারপতিরা। গতকাল সকালে তারা স্মৃতিসৌধের বেদিতে পুষ্পস্তবক অর্পণ করেন। পরে কিছুক্ষণ নীরবে দাঁড়িয়ে থেকে শহীদদের প্রতি শ্রদ্ধা জানান এবং পরিদর্শন বইয়ে স্বাক্ষর করেন।	[402, 171, 659, 232]
article-text: (প্রথম পৃষ্ঠার পর) হাজার কোটি টাকার বাজেট উপস্থাপন করবেন অর্থমন্ত্রী। আগামী অর্থবছরের বাজেটে রাজস্ব আদায়ের লক্ষ্যমাত্রা ধরা হয়েছে বিপুল অঙ্কের। অর্থনীতিবিদরা বলছেন, নির্বাচনী বছরে এ বাজেট বাস্তবায়ন সরকারের জন্য বড় চ্যালেঞ্জ। বাজেটে ঘাটতি পূরণে ব্যাংক ঋণ ও বৈদেশিক সহায়তার ওপর নির্ভর করতে হবে। মূল্যস্ফীতি নিয়ন্ত্রণে রাখা, বিনিয়োগ বৃদ্ধি এবং কর্মসংস্থান সৃষ্টির ওপর জোর দেওয়া হয়েছে। বাজেটে বার্ষিক উন্নয়ন কর্মসূচিতে বড় বরাদ্দ রাখা হয়েছে। পদ্মা সেতু, মেট্রোরেল, রূপপুর পারমাণবিক বিদ্যুৎ কেন্দ্রসহ মেগা প্রকল্পগুলোতে অগ্রাধিকার দেওয়া হবে। সামাজিক নিরাপত্তা কর্মসূচির আওতা বাড়ানো হচ্ছে। শিক্ষা ও স্বাস্থ্য খাতে বরাদ্দ বৃদ্ধির প্রস্তাব থাকছে।	[675, 1676, 941, 1801]
masthead	[32, 18, 1536, 92]
tax-signature-block	[1313, 2242, 1514, 2323]
article-text: (শেষের পৃষ্ঠার পর) এ হাসপাতাল হয়ে আসছে এখন জনতার মেমোরি রাজার ধরন করে। ওলন্দাজ স্থাপত্যরীতিতে নির্মিত এই ভবনটি শতাব্দী প্রাচীন। দীর্ঘদিন সংস্কারের অভাবে ভবনের বিভিন্ন অংশ জরাজীর্ণ হয়ে পড়েছে। স্থানীয়রা ঐতিহ্য রক্ষায় দ্রুত সংস্কারের দাবি জানিয়েছেন।	[32, 1138, 386, 1174]
article-text: (শেষের পৃষ্ঠার পর) এ হাসপাতাল হয়ে আসছে এখন জনতার মেমোরি রাজার ধরন করে। ওলন্দাজ স্থাপত্যরীতিতে নির্মিত এই ভবনটি শতাব্দী প্রাচীন। দীর্ঘদিন সংস্কারের অভাবে ভবনের বিভিন্ন অংশ জরাজীর্ণ হয়ে পড়েছে। স্থানীয়রা ঐতিহ্য রক্ষায় দ্রুত সংস্কারের দাবি জানিয়েছেন।	[32, 1177, 386, 1214]
divider	[1077, 422, 1254, 423]
tax-paragraph-3: ২. এতদ্বিষয়ে কোন তথ্যাদি/পরামর্শের প্রয়োজন হলে কর অঞ্চল- ৭ এর উপ কর কমিশনার, সদর দপ্তর (প্রশাসন), মোঃ শাহ আলম (ফোন ঃ ৮৮৩২ ২০৫০) অথবা উপ কর কমিশনার, সদর দপ্তর (প্রযোজিক), মোঃ আবু মুসা (ফোন ঃ ৯৩৩৭৭৭৬) এর সাথে যোগাযোগ করা যেতে পারে।	[969, 1887, 1516, 1950]
column-rule	[667, 106, 668, 2350]
article-text: (প্রথম পৃষ্ঠার পর) হাজার কোটি টাকার বাজেট উপস্থাপন করবেন অর্থমন্ত্রী। আগামী অর্থবছরের বাজেটে রাজস্ব আদায়ের লক্ষ্যমাত্রা ধরা হয়েছে বিপুল অঙ্কের। অর্থনীতিবিদরা বলছেন, নির্বাচনী বছরে এ বাজেট বাস্তবায়ন সরকারের জন্য বড় চ্যালেঞ্জ। বাজেটে ঘাটতি পূরণে ব্যাংক ঋণ ও বৈদেশিক সহায়তার ওপর নির্ভর করতে হবে। মূল্যস্ফীতি নিয়ন্ত্রণে রাখা, বিনিয়োগ বৃদ্ধি এবং কর্মসংস্থান সৃষ্টির ওপর জোর দেওয়া হয়েছে। বাজেটে বার্ষিক উন্নয়ন কর্মসূচিতে বড় বরাদ্দ রাখা হয়েছে। পদ্মা সেতু, মেট্রোরেল, রূপপুর পারমাণবিক বিদ্যুৎ কেন্দ্রসহ মেগা প্রকল্পগুলোতে অগ্রাধিকার দেওয়া হবে। সামাজিক নিরাপত্তা কর্মসূচির আওতা বাড়ানো হচ্ছে। শিক্ষা ও স্বাস্থ্য খাতে বরাদ্দ বৃদ্ধির প্রস্তাব থাকছে।	[675, 1549, 941, 1674]
dateline	[1351, 29, 1536, 71]
headline[interactable]: হেফাজতে নির্যাতন	[470, 1052, 591, 1072]
article-text: (শেষের পৃষ্ঠার পর) তিন উইকেট এবং মিডল অর্ডারে ব্যাট হাতে ঝড় তোলেন। ভারতের বিপক্ষে টানা দুই ম্যাচ জিতে এশিয়া কাপে ফাইনাল নিশ্চিত করেছে বাংলাদেশ নারী ক্রিকেট দল। গতকাল মালয়েশিয়ার কুয়ালালামপুরে অনুষ্ঠিত ম্যাচে প্রথমে ব্যাট করে ভারত নির্ধারিত ওভারে ১৪১ রান সংগ্রহ করে। জবাবে বাংলাদেশ সাত উইকেট হাতে রেখে লক্ষ্যে পৌঁছায়। রুমানা আহমেদ ব্যাটে-বলে অসাধারণ নৈপুণ্য দেখান।	[675, 186, 1061, 235]
ad-line-engineering: ইঞ্জিনিয়ারিং	[1339, 1086, 1463, 1117]
section-name: খবর	[1155, 29, 1217, 71]
article-text: (প্রথম পৃষ্ঠার পর) রাজধানীকে মাদকমুক্ত করতে বিশেষ অভিযান অব্যাহত রয়েছে। ঢাকা মহানগর পুলিশের কমিশনার বলেন, মাদকের সঙ্গে জড়িত কাউকে ছাড় দেওয়া হবে না। মাদকের বিরুদ্ধে সামাজিক আন্দোলন গড়ে তুলতে হবে।	[1077, 622, 1254, 684]
article-text: (প্রথম পৃষ্ঠার পর) বৈঠক করবেন। বৈঠকে বিশেষভাবে তিস্তার সঙ্গে গঙ্গাসহ অভিন্ন নদী নিয়ে আলোচনা হতে পারে। তিস্তা চুক্তি সম্পাদনের ব্যাপারে পশ্চিমবঙ্গের মুখ্যমন্ত্রীর সম্মতির বিষয়েও জানতে চাওয়া হবে। দুই প্রধানমন্ত্রীর মধ্যকার বৈঠকে ভারত নতুন করে তিস্তার পানি বণ্টনে সম্মত হতে পারে বলে মনে করছেন বিশেষজ্ঞরা। কূটনৈতিক সূত্র বলছে, বাংলাদেশের পক্ষ থেকে তিস্তা চুক্তি স্বাক্ষরের বিষয়ে জোর দেওয়া হবে। ভারতের পক্ষ থেকেও এ বিষয়ে ইতিবাচক সাড়া পাওয়া যাবে বলে আশা করা হচ্ছে। উল্লেখ্য, ২০১১ সালে তিস্তা চুক্তি সইয়ের সব প্রস্তুতি নেওয়া হলেও পশ্চিমবঙ্গের মুখ্যমন্ত্রীর আপত্তির কারণে তা আর হয়নি। এরপর থেকে চুক্তিটি ঝুলে আছে।	[32, 271, 386, 358]
column-rule	[394, 106, 395, 2350]
tax-zone-title: কর অঞ্চল-৭, ঢাকা।	[1164, 1426, 1320, 1448]
article-text: (প্রথম পৃষ্ঠার পর) হাজার কোটি টাকার বাজেট উপস্থাপন করবেন অর্থমন্ত্রী। আগামী অর্থবছরের বাজেটে রাজস্ব আদায়ের লক্ষ্যমাত্রা ধরা হয়েছে বিপুল অঙ্কের। অর্থনীতিবিদরা বলছেন, নির্বাচনী বছরে এ বাজেট বাস্তবায়ন সরকারের জন্য বড় চ্যালেঞ্জ। বাজেটে ঘাটতি পূরণে ব্যাংক ঋণ ও বৈদেশিক সহায়তার ওপর নির্ভর করতে হবে। মূল্যস্ফীতি নিয়ন্ত্রণে রাখা, বিনিয়োগ বৃদ্ধি এবং কর্মসংস্থান সৃষ্টির ওপর জোর দেওয়া হয়েছে। বাজেটে বার্ষিক উন্নয়ন কর্মসূচিতে বড় বরাদ্দ রাখা হয়েছে। পদ্মা সেতু, মেট্রোরেল, রূপপুর পারমাণবিক বিদ্যুৎ কেন্দ্রসহ মেগা প্রকল্পগুলোতে অগ্রাধিকার দেওয়া হবে। সামাজিক নিরাপত্তা কর্মসূচির আওতা বাড়ানো হচ্ছে। শিক্ষা ও স্বাস্থ্য খাতে বরাদ্দ বৃদ্ধির প্রস্তাব থাকছে।	[675, 450, 1061, 536]
tax-address-line-2: (৪র্থ তলা), সেগুনবাগিচা, ঢাকা-১০০০।	[1153, 1472, 1332, 1485]
article-text: চাকরিতে প্রবেশের বয়সসীমা ৩৫ বছর করার দাবিতে মানববন্ধন করেছে চাকরি প্রত্যাশীরা। গতকাল জাতীয় প্রেস ক্লাবের সামনে এ কর্মসূচি পালিত হয়। বক্তারা বলেন, উন্নত বিশ্বের সঙ্গে সামঞ্জস্য রেখে বয়সসীমা বাড়ানো জরুরি।	[1077, 465, 1254, 527]
article-text: (শেষের পৃষ্ঠার পর) জাতীয় পার্টির চেয়ারম্যান হুসেইন মুহম্মদ এরশাদের নেতৃত্বাধীন জোটে নতুন দলের যোগদান ঘটেছে। জোটের নেতারা বলেন, আগামী নির্বাচনে সম্মিলিতভাবে অংশ নেবে জোট। নির্বাচনী ইশতেহার প্রণয়নের কাজও চলছে।	[1266, 591, 1536, 640]
date-label: ৭ জুন ২০১৮ । ২৪ জ্যৈষ্ঠ ১৪২৫	[1351, 52, 1531, 68]
code-value: ১-১১৪১-০০৩০-০১১১	[1354, 1752, 1515, 1787]
article-text: (প্রথম পৃষ্ঠার পর) দেশে ৩০০ আসনে প্রার্থী দেবে। আগামী জাতীয় সংসদ নির্বাচনকে সামনে রেখে সমমনা দলগুলোকে নিয়ে জোট গঠনের প্রক্রিয়া শুরু হয়েছে। দলের নীতিনির্ধারকরা বলছেন, নির্বাচনে অংশগ্রহণের বিষয়ে চূড়ান্ত সিদ্ধান্ত যথাসময়ে নেওয়া হবে। জোটের শরিকদের সঙ্গে আসন বণ্টন নিয়ে আলোচনা চলছে। নির্বাচনকালীন সরকার ব্যবস্থা নিয়ে দলগুলোর মধ্যে মতপার্থক্য রয়েছে।	[1266, 432, 1536, 506]
article-text: (শেষের পৃষ্ঠার পর) ভারতের সঙ্গে প্রধানমন্ত্রী শেখ হাসিনার বৈঠকে অভিন্ন নদীর পানির ন্যায্য হিস্যা নিয়ে আলোচনা হবে। বিশেষজ্ঞরা বলছেন, শুষ্ক মৌসুমে তিস্তায় পানি না থাকায় উত্তরাঞ্চলের কৃষকরা ক্ষতিগ্রস্ত হচ্ছেন। সেচের অভাবে হাজার হাজার হেক্টর জমি অনাবাদি থাকছে। পরিবেশ ও জীববৈচিত্র্যও হুমকির মুখে পড়েছে।	[32, 622, 386, 671]
ad-holiday-note: ঈদ উপলক্ষে অফিস বন্ধ ১০-১৯ জুন, ২০১৮	[1329, 1288, 1473, 1298]
headline[interactable]: দুর্নীতির বিরুদ্ধে যুদ্ধ চাই : পীর চরমোনাই	[419, 308, 642, 351]
article-text: (প্রথম পৃষ্ঠার পর) দেশে ৩০০ আসনে প্রার্থী দেবে। আগামী জাতীয় সংসদ নির্বাচনকে সামনে রেখে সমমনা দলগুলোকে নিয়ে জোট গঠনের প্রক্রিয়া শুরু হয়েছে। দলের নীতিনির্ধারকরা বলছেন, নির্বাচনে অংশগ্রহণের বিষয়ে চূড়ান্ত সিদ্ধান্ত যথাসময়ে নেওয়া হবে। জোটের শরিকদের সঙ্গে আসন বণ্টন নিয়ে আলোচনা চলছে। নির্বাচনকালীন সরকার ব্যবস্থা নিয়ে দলগুলোর মধ্যে মতপার্থক্য রয়েছে।	[1266, 201, 1536, 275]
headline[interactable]: ঐতিহাসিক ছয় দফা দিবস আজ	[1084, 109, 1248, 146]
headline[interactable]: ছেলেকে নিয়ে ঈদ করা হলো না মৌসুমীর	[74, 116, 344, 166]
tax-paragraph-4: জাতীয় রাজস্ব আহরণে সংশ্লিষ্ট সকলের সহযোগিতা একান্তভাবে কাম্য।	[969, 1970, 1332, 1986]
divider	[1266, 511, 1536, 512]
ad-line-varsity: ভার্সিটি 'ক'	[1341, 1159, 1461, 1191]
byline: নিজস্ব প্রতিবেদক	[402, 355, 462, 366]
ad-line-medical: মেডিকেল	[1350, 1122, 1452, 1154]
article-text: (প্রথম পৃষ্ঠার পর) বাবা-মা কে হারিয়ে শিশুটি এখন অসহায়। স্বজনরা জানান, দুর্ঘটনায় পরিবারের সব সদস্যকে হারিয়ে শিশুটি এখন একেবারে একা। হাসপাতালে চিকিৎসাধীন শিশুটি বারবার মা-বাবাকে খুঁজছে। এ দৃশ্য দেখে উপস্থিত কেউ চোখের পানি ধরে রাখতে পারেননি।	[675, 1888, 941, 1937]
headline[interactable]: পানির ন্যায্য	[170, 546, 248, 566]
article-text: (প্রথম পৃষ্ঠার পর) বাবা-মা কে হারিয়ে শিশুটি এখন অসহায়। স্বজনরা জানান, দুর্ঘটনায় পরিবারের সব সদস্যকে হারিয়ে শিশুটি এখন একেবারে একা। হাসপাতালে চিকিৎসাধীন শিশুটি বারবার মা-বাবাকে খুঁজছে। এ দৃশ্য দেখে উপস্থিত কেউ চোখের পানি ধরে রাখতে পারেননি।	[675, 2043, 941, 2093]
article-text: (প্রথম পৃষ্ঠার পর) বৈঠক করবেন। বৈঠকে বিশেষভাবে তিস্তার সঙ্গে গঙ্গাসহ অভিন্ন নদী নিয়ে আলোচনা হতে পারে। তিস্তা চুক্তি সম্পাদনের ব্যাপারে পশ্চিমবঙ্গের মুখ্যমন্ত্রীর সম্মতির বিষয়েও জানতে চাওয়া হবে। দুই প্রধানমন্ত্রীর মধ্যকার বৈঠকে ভারত নতুন করে তিস্তার পানি বণ্টনে সম্মত হতে পারে বলে মনে করছেন বিশেষজ্ঞরা। কূটনৈতিক সূত্র বলছে, বাংলাদেশের পক্ষ থেকে তিস্তা চুক্তি স্বাক্ষরের বিষয়ে জোর দেওয়া হবে। ভারতের পক্ষ থেকেও এ বিষয়ে ইতিবাচক সাড়া পাওয়া যাবে বলে আশা করা হচ্ছে। উল্লেখ্য, ২০১১ সালে তিস্তা চুক্তি সইয়ের সব প্রস্তুতি নেওয়া হলেও পশ্চিমবঙ্গের মুখ্যমন্ত্রীর আপত্তির কারণে তা আর হয়নি। এরপর থেকে চুক্তিটি ঝুলে আছে।	[32, 450, 386, 536]
tax-notice-header	[951, 1297, 1533, 1506]
code-label: ব্যক্তি করদাতার নিকট থেকে উৎসে কর্তিত/সংগৃহীত কর জমা প্রদানের কোড	[970, 1752, 1354, 1787]
article-text: (প্রথম পৃষ্ঠার পর) হাজার কোটি টাকার বাজেট উপস্থাপন করবেন অর্থমন্ত্রী। আগামী অর্থবছরের বাজেটে রাজস্ব আদায়ের লক্ষ্যমাত্রা ধরা হয়েছে বিপুল অঙ্কের। অর্থনীতিবিদরা বলছেন, নির্বাচনী বছরে এ বাজেট বাস্তবায়ন সরকারের জন্য বড় চ্যালেঞ্জ। বাজেটে ঘাটতি পূরণে ব্যাংক ঋণ ও বৈদেশিক সহায়তার ওপর নির্ভর করতে হবে। মূল্যস্ফীতি নিয়ন্ত্রণে রাখা, বিনিয়োগ বৃদ্ধি এবং কর্মসংস্থান সৃষ্টির ওপর জোর দেওয়া হয়েছে। বাজেটে বার্ষিক উন্নয়ন কর্মসূচিতে বড় বরাদ্দ রাখা হয়েছে। পদ্মা সেতু, মেট্রোরেল, রূপপুর পারমাণবিক বিদ্যুৎ কেন্দ্রসহ মেগা প্রকল্পগুলোতে অগ্রাধিকার দেওয়া হবে। সামাজিক নিরাপত্তা কর্মসূচির আওতা বাড়ানো হচ্ছে। শিক্ষা ও স্বাস্থ্য খাতে বরাদ্দ বৃদ্ধির প্রস্তাব থাকছে।	[675, 271, 1061, 358]
byline: সাভার প্রতিনিধি	[402, 155, 459, 166]
divider	[32, 883, 386, 884]
